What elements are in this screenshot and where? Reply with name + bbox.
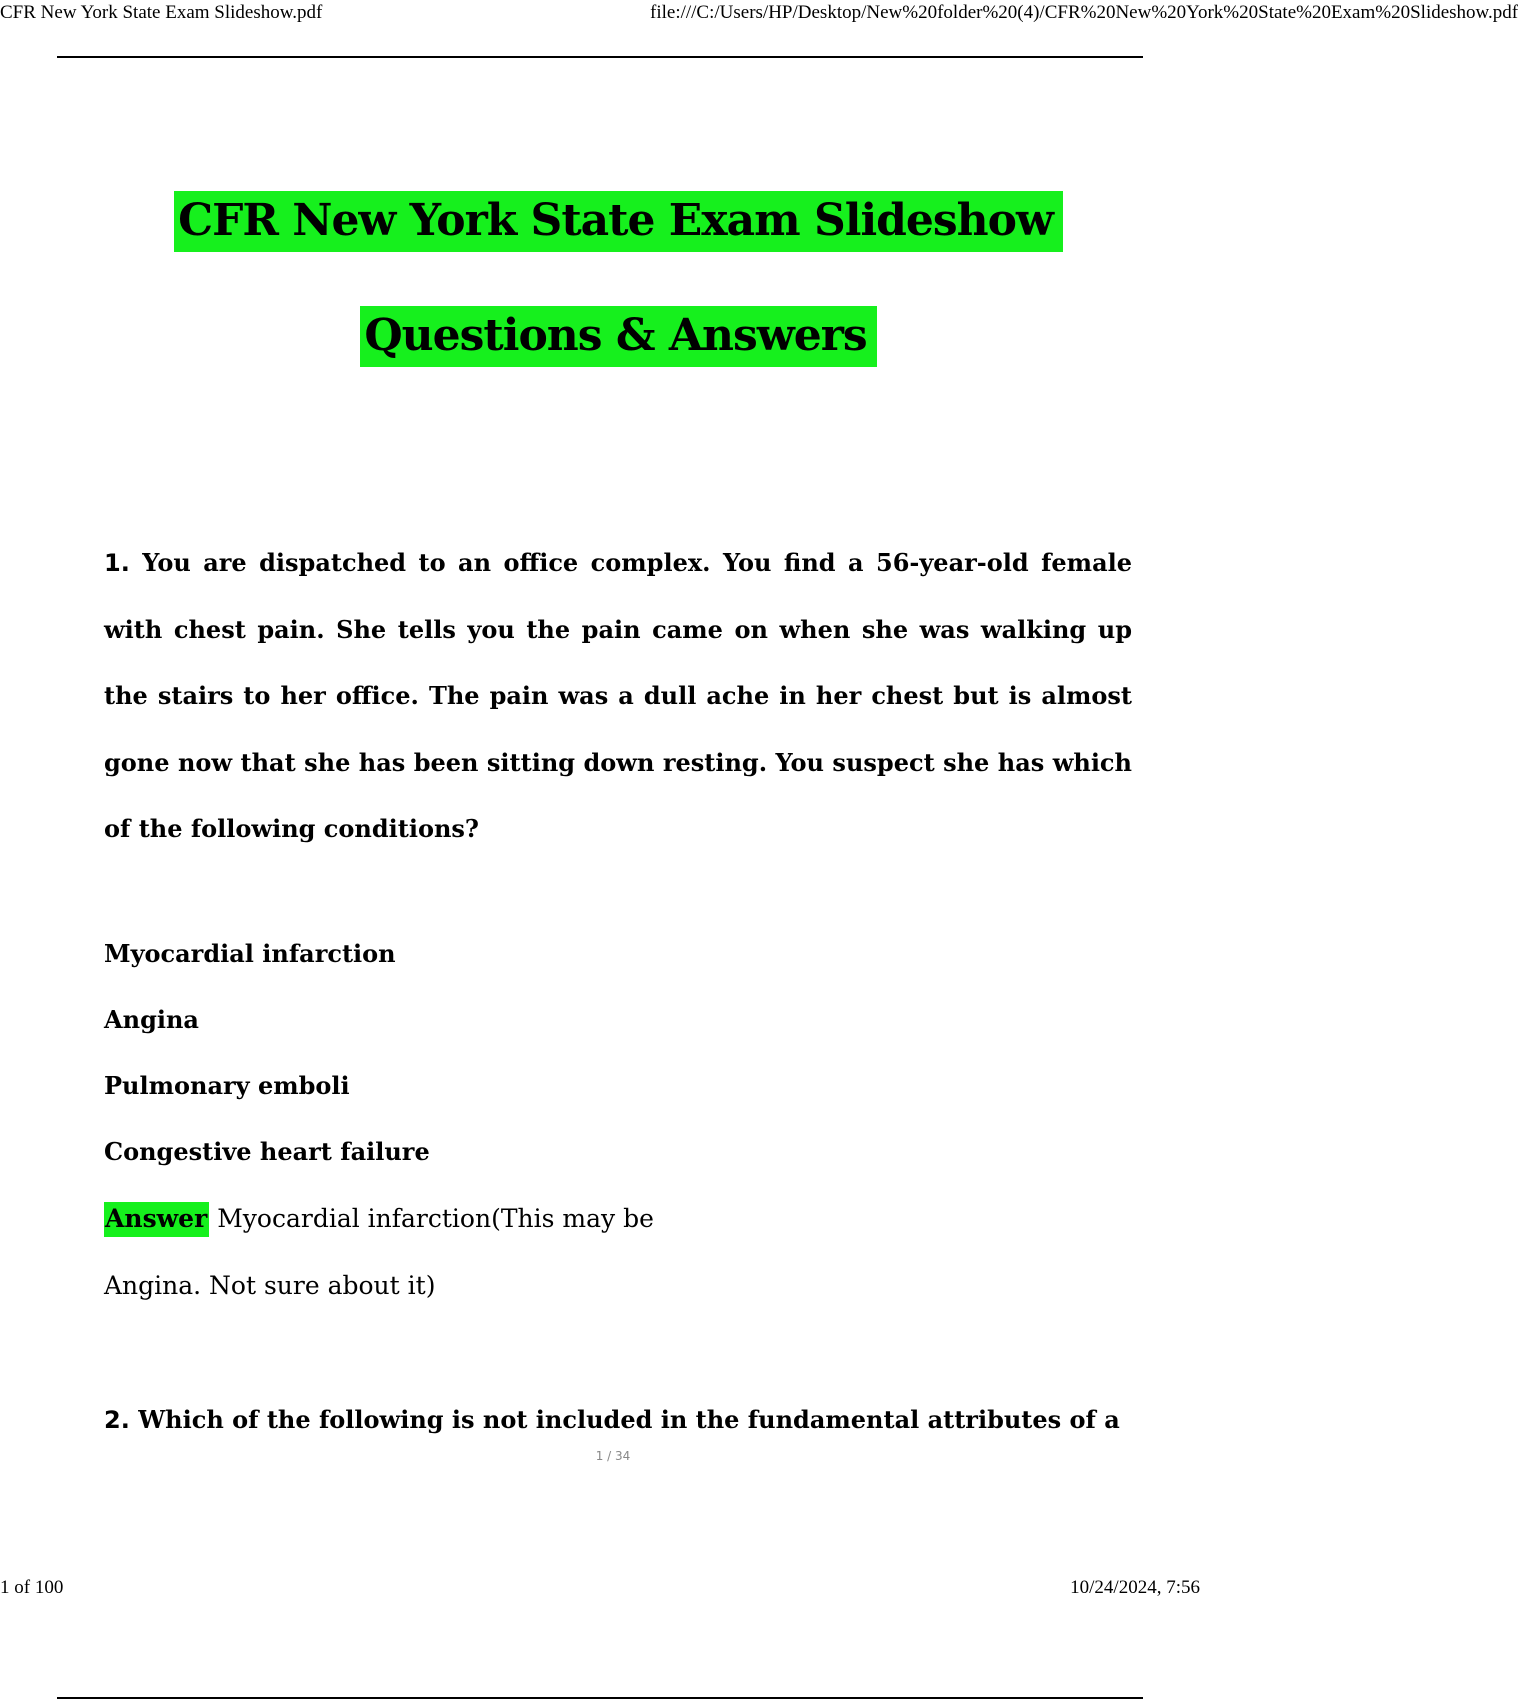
document-subtitle bbox=[0, 310, 1237, 361]
question-2-number: 2. bbox=[104, 1406, 130, 1434]
question-1-option-4: Congestive heart failure bbox=[104, 1137, 430, 1166]
question-1-answer-continued bbox=[104, 1271, 435, 1300]
question-1-number: 1. bbox=[104, 549, 130, 577]
question-1-answer bbox=[104, 1204, 654, 1233]
print-header bbox=[0, 0, 1518, 30]
title-line-2: Questions & Answers bbox=[360, 306, 876, 367]
question-1-option-2: Angina bbox=[104, 1005, 199, 1034]
answer-text-line-1: Myocardial infarction(This may be bbox=[217, 1204, 654, 1233]
document-url: file:///C:/Users/HP/Desktop/New%20folder%20(4)/CFR%20New%20York%20State%20Exam%20Slideshow.pdf bbox=[650, 2, 1518, 23]
header-divider bbox=[57, 56, 1143, 58]
question-1-option-1: Myocardial infarction bbox=[104, 939, 396, 968]
answer-label: Answer bbox=[104, 1202, 209, 1237]
question-1-text: You are dispatched to an office complex. You find a 56-year-old female with chest pain. She tells you the pain came on when she was walking up the stairs to her office. The pain was a dull ache in her chest but is almost gone now that she has been sitting down resting. You suspect she has which of the following conditions? bbox=[104, 548, 1133, 843]
question-2-text: Which of the following is not included in the fundamental attributes of a bbox=[138, 1405, 1120, 1434]
footer-divider bbox=[57, 1697, 1143, 1699]
document-filename: CFR New York State Exam Slideshow.pdf bbox=[0, 2, 323, 23]
title-line-1: CFR New York State Exam Slideshow bbox=[174, 191, 1063, 252]
print-page-count: 1 of 100 bbox=[0, 1577, 64, 1598]
question-1-option-3: Pulmonary emboli bbox=[104, 1071, 350, 1100]
page-indicator: 1 / 34 bbox=[595, 1449, 631, 1463]
print-date: 10/24/2024, 7:56 bbox=[1070, 1577, 1200, 1598]
question-2 bbox=[104, 1405, 1120, 1434]
document-title bbox=[0, 195, 1237, 246]
question-1 bbox=[104, 530, 1132, 863]
answer-text-line-2: Angina. Not sure about it) bbox=[104, 1271, 436, 1300]
